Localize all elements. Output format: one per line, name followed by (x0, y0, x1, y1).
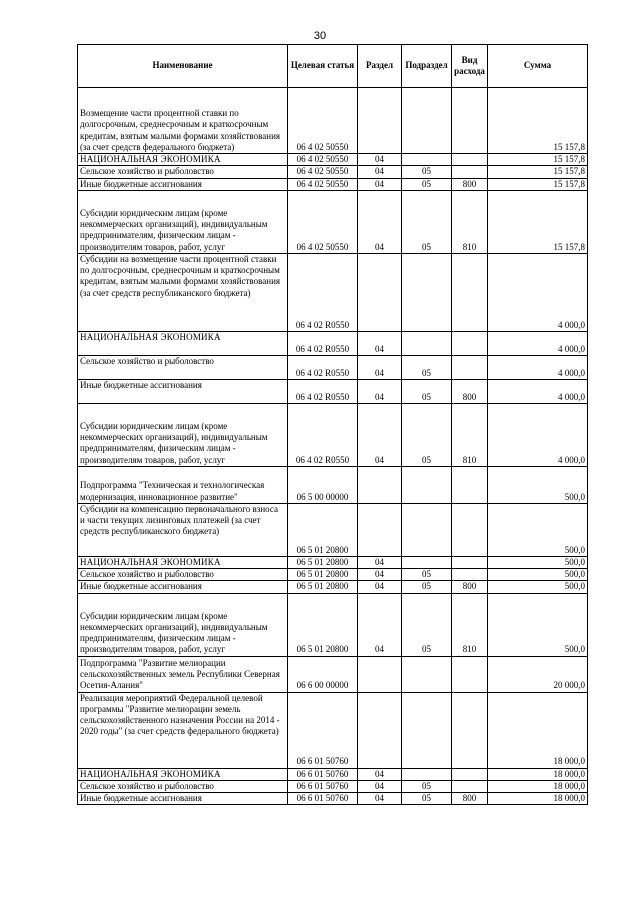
row-section: 04 (358, 178, 402, 190)
row-type (452, 166, 488, 178)
table-row (78, 569, 588, 581)
row-name: Возмещение части процентной ставки по долгосрочным, среднесрочным и краткосрочным кредитам, взятым малыми формами хозяйствования (за счет средств федерального бюджета) (78, 88, 288, 154)
row-section: 04 (358, 581, 402, 593)
header-sum: Сумма (488, 45, 588, 88)
row-subsection (402, 692, 452, 768)
row-code: 06 4 02 50550 (288, 190, 358, 253)
row-sum: 18 000,0 (488, 793, 588, 805)
table-row (78, 379, 588, 403)
row-section: 04 (358, 331, 402, 355)
table-row (78, 166, 588, 178)
table-row (78, 253, 588, 331)
budget-table (77, 44, 588, 805)
row-code: 06 4 02 50550 (288, 154, 358, 166)
row-section (358, 503, 402, 556)
row-name: НАЦИОНАЛЬНАЯ ЭКОНОМИКА (78, 556, 288, 568)
row-sum: 500,0 (488, 569, 588, 581)
table-row (78, 503, 588, 556)
table-row (78, 190, 588, 253)
row-name: Сельское хозяйство и рыболовство (78, 355, 288, 379)
row-code: 06 6 01 50760 (288, 692, 358, 768)
row-sum: 15 157,8 (488, 190, 588, 253)
row-subsection (402, 466, 452, 503)
row-code: 06 5 01 20800 (288, 503, 358, 556)
row-subsection (402, 154, 452, 166)
row-sum: 15 157,8 (488, 166, 588, 178)
table-row (78, 331, 588, 355)
row-code: 06 5 01 20800 (288, 581, 358, 593)
row-name: Подпрограмма "Техническая и технологическая модернизация, инновационное развитие" (78, 466, 288, 503)
row-subsection (402, 253, 452, 331)
row-type (452, 466, 488, 503)
row-section (358, 656, 402, 692)
table-row (78, 780, 588, 792)
row-name: Иные бюджетные ассигнования (78, 793, 288, 805)
row-type (452, 331, 488, 355)
row-code: 06 4 02 R0550 (288, 403, 358, 466)
table-row (78, 581, 588, 593)
row-code: 06 6 00 00000 (288, 656, 358, 692)
row-name: НАЦИОНАЛЬНАЯ ЭКОНОМИКА (78, 768, 288, 780)
row-sum: 4 000,0 (488, 331, 588, 355)
row-type (452, 88, 488, 154)
row-section: 04 (358, 166, 402, 178)
row-subsection: 05 (402, 190, 452, 253)
row-subsection: 05 (402, 178, 452, 190)
row-section: 04 (358, 403, 402, 466)
row-sum: 18 000,0 (488, 692, 588, 768)
row-section: 04 (358, 154, 402, 166)
row-type (452, 503, 488, 556)
row-section: 04 (358, 780, 402, 792)
row-subsection (402, 556, 452, 568)
row-sum: 18 000,0 (488, 768, 588, 780)
row-type: 800 (452, 178, 488, 190)
table-row (78, 178, 588, 190)
table-row (78, 88, 588, 154)
row-name: Сельское хозяйство и рыболовство (78, 166, 288, 178)
row-subsection (402, 88, 452, 154)
table-header-row (78, 45, 588, 88)
row-name: Реализация мероприятий Федеральной целевой программы "Развитие мелиорации земель сельскохозяйственного назначения России на 2014 - 2020 годы" (за счет средств федерального бюджета) (78, 692, 288, 768)
row-code: 06 4 02 50550 (288, 88, 358, 154)
row-code: 06 6 01 50760 (288, 793, 358, 805)
row-name: Субсидии на компенсацию первоначального взноса и части текущих лизинговых платежей (за счет средств республиканского бюджета) (78, 503, 288, 556)
row-sum: 500,0 (488, 556, 588, 568)
row-subsection (402, 503, 452, 556)
row-type (452, 692, 488, 768)
row-code: 06 6 01 50760 (288, 780, 358, 792)
row-code: 06 5 01 20800 (288, 556, 358, 568)
row-section (358, 466, 402, 503)
header-section: Раздел (358, 45, 402, 88)
row-code: 06 5 01 20800 (288, 593, 358, 656)
row-subsection: 05 (402, 166, 452, 178)
row-subsection: 05 (402, 379, 452, 403)
row-code: 06 4 02 R0550 (288, 253, 358, 331)
header-subsection: Подраздел (402, 45, 452, 88)
row-subsection: 05 (402, 569, 452, 581)
row-section: 04 (358, 556, 402, 568)
row-type: 800 (452, 581, 488, 593)
row-subsection (402, 768, 452, 780)
row-section: 04 (358, 379, 402, 403)
row-section: 04 (358, 793, 402, 805)
row-sum: 4 000,0 (488, 379, 588, 403)
row-name: Сельское хозяйство и рыболовство (78, 780, 288, 792)
row-sum: 15 157,8 (488, 178, 588, 190)
row-sum: 15 157,8 (488, 88, 588, 154)
row-section: 04 (358, 190, 402, 253)
row-name: НАЦИОНАЛЬНАЯ ЭКОНОМИКА (78, 331, 288, 355)
row-code: 06 4 02 50550 (288, 166, 358, 178)
row-type (452, 355, 488, 379)
row-type (452, 768, 488, 780)
row-sum: 500,0 (488, 503, 588, 556)
row-code: 06 4 02 R0550 (288, 331, 358, 355)
row-type (452, 569, 488, 581)
header-type: Вид расхода (452, 45, 488, 88)
row-sum: 4 000,0 (488, 403, 588, 466)
row-type: 800 (452, 793, 488, 805)
table-row (78, 466, 588, 503)
row-name: НАЦИОНАЛЬНАЯ ЭКОНОМИКА (78, 154, 288, 166)
page-number: 30 (313, 30, 327, 42)
row-sum: 4 000,0 (488, 355, 588, 379)
row-name: Подпрограмма "Развитие мелиорации сельскохозяйственных земель Республики Северная Осетия-Алания" (78, 656, 288, 692)
row-section: 04 (358, 355, 402, 379)
row-section: 04 (358, 593, 402, 656)
row-code: 06 4 02 R0550 (288, 379, 358, 403)
row-section (358, 253, 402, 331)
row-section: 04 (358, 569, 402, 581)
row-section: 04 (358, 768, 402, 780)
table-row (78, 793, 588, 805)
row-subsection: 05 (402, 593, 452, 656)
row-type (452, 253, 488, 331)
row-sum: 500,0 (488, 466, 588, 503)
row-name: Субсидии юридическим лицам (кроме некоммерческих организаций), индивидуальным предпринимателям, физическим лицам - производителям товаров, работ, услуг (78, 190, 288, 253)
row-name: Иные бюджетные ассигнования (78, 178, 288, 190)
row-type: 800 (452, 379, 488, 403)
row-subsection (402, 331, 452, 355)
row-name: Иные бюджетные ассигнования (78, 379, 288, 403)
row-subsection: 05 (402, 581, 452, 593)
row-subsection (402, 656, 452, 692)
row-subsection: 05 (402, 780, 452, 792)
row-code: 06 6 01 50760 (288, 768, 358, 780)
row-sum: 500,0 (488, 593, 588, 656)
row-type: 810 (452, 403, 488, 466)
row-code: 06 5 01 20800 (288, 569, 358, 581)
row-sum: 4 000,0 (488, 253, 588, 331)
row-section (358, 88, 402, 154)
table-row (78, 154, 588, 166)
row-subsection: 05 (402, 403, 452, 466)
row-section (358, 692, 402, 768)
row-type (452, 656, 488, 692)
row-type (452, 556, 488, 568)
row-code: 06 5 00 00000 (288, 466, 358, 503)
row-sum: 18 000,0 (488, 780, 588, 792)
row-sum: 500,0 (488, 581, 588, 593)
table-row (78, 768, 588, 780)
table-row (78, 656, 588, 692)
row-subsection: 05 (402, 355, 452, 379)
header-code: Целевая статья (288, 45, 358, 88)
row-name: Субсидии юридическим лицам (кроме некоммерческих организаций), индивидуальным предпринимателям, физическим лицам - производителям товаров, работ, услуг (78, 403, 288, 466)
row-subsection: 05 (402, 793, 452, 805)
table-row (78, 593, 588, 656)
row-name: Субсидии юридическим лицам (кроме некоммерческих организаций), индивидуальным предпринимателям, физическим лицам - производителям товаров, работ, услуг (78, 593, 288, 656)
table-row (78, 556, 588, 568)
row-type: 810 (452, 190, 488, 253)
row-name: Иные бюджетные ассигнования (78, 581, 288, 593)
table-row (78, 355, 588, 379)
row-type (452, 154, 488, 166)
row-code: 06 4 02 50550 (288, 178, 358, 190)
row-name: Сельское хозяйство и рыболовство (78, 569, 288, 581)
row-sum: 15 157,8 (488, 154, 588, 166)
row-code: 06 4 02 R0550 (288, 355, 358, 379)
row-sum: 20 000,0 (488, 656, 588, 692)
row-name: Субсидии на возмещение части процентной ставки по долгосрочным, среднесрочным и краткосрочным кредитам, взятым малыми формами хозяйствования (за счет средств республиканского бюджета) (78, 253, 288, 331)
row-type: 810 (452, 593, 488, 656)
row-type (452, 780, 488, 792)
table-row (78, 403, 588, 466)
header-name: Наименование (78, 45, 288, 88)
table-row (78, 692, 588, 768)
